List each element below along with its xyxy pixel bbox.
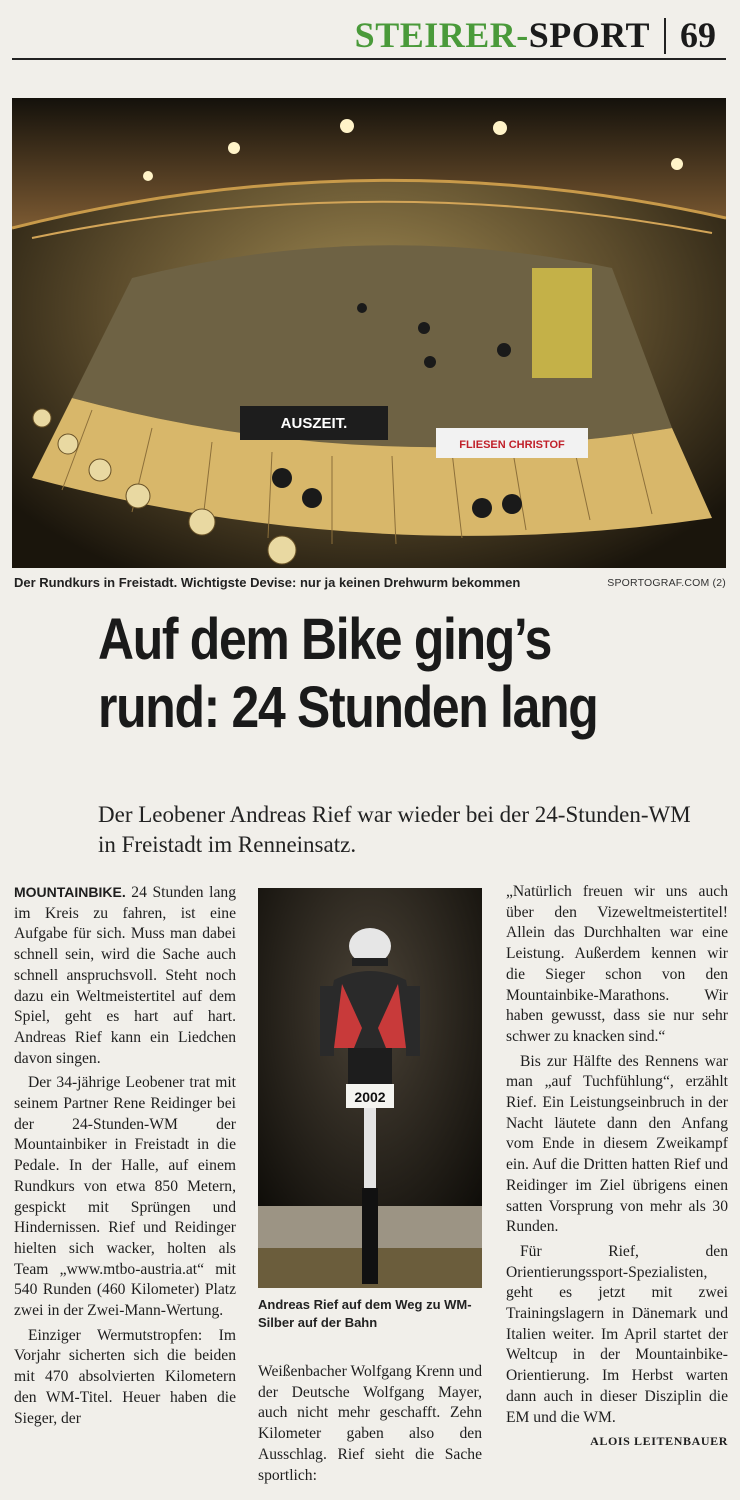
start-number: 2002 [354,1089,386,1105]
banner-fliesen: FLIESEN CHRISTOF [459,439,565,451]
headline [98,606,614,742]
page-header [0,0,740,62]
section-title-green: STEIRER- [354,15,529,55]
column3-paragraph-3-text: Für Rief, den Orientierungssport-Spezialisten, geht es jetzt mit zwei Trainingslagern in Dänemark und Italien weiter. Im April startet der Weltcup in der Mountainbike-Orientierung. Im Herbst warten dann auch in dieser Disziplin die EM und die WM. [506,1242,728,1426]
article-column-1 [14,882,236,1433]
column1-paragraph-1-text: 24 Stunden lang im Kreis zu fahren, ist eine Aufgabe für sich. Muss man dabei schnell sein, wird die Sache auch schnell anspruchsvoll. Steht noch dazu ein Weltmeistertitel auf dem Spiel, geht es hart auf hart. Andreas Rief kann ein Liedchen davon singen. [14,884,236,1067]
rider-photo [258,888,482,1288]
velodrome-illustration [12,98,726,568]
column1-paragraph-1 [14,882,236,1069]
rider-illustration [258,888,482,1288]
page-number: 69 [680,15,716,55]
column1-paragraph-3: Einziger Wermutstropfen: Im Vorjahr sicherten sich die beiden mit 470 absolvierten Kilometern den WM-Titel. Heuer haben die Sieger, der [14,1326,236,1427]
headline-line-2: rund: 24 Stunden lang [98,675,598,740]
column3-paragraph-2: Bis zur Hälfte des Rennens war man „auf Tuchfühlung“, erzählt Rief. Ein Leistungseinbruch in der Nacht läutete dann den Anfang vom Ende in diesem Zweikampf ein. Auf die Dritten hatten Rief und Reidinger im Ziel übrigens einen satten Vorsprung von mehr als 30 Runden. [506,1052,728,1236]
subhead: Der Leobener Andreas Rief war wieder bei der 24-Stunden-WM in Freistadt im Renneinsatz. [98,802,691,857]
column1-paragraph-2: Der 34-jährige Leobener trat mit seinem Partner Rene Reidinger bei der 24-Stunden-WM der Mountainbiker in Freistadt in die Pedale. In der Halle, auf einem Rundkurs von etwa 850 Metern, gespickt mit Sprüngen und Hindernissen. Rief und Reidinger hielten sich wacker, holten als Team „www.mtbo-austria.at“ mit 540 Runden (460 Kilometer) Platz zwei in der Zwei-Mann-Wertung. [14,1074,236,1320]
rider-photo-caption: Andreas Rief auf dem Weg zu WM-Silber auf der Bahn [258,1297,472,1330]
author-byline: ALOIS LEITENBAUER [590,1434,728,1449]
column3-paragraph-1: „Natürlich freuen wir uns auch über den Vizeweltmeistertitel! Allein das Durchhalten war eine Leistung. Außerdem kennen wir die Sieger schon von den Mountainbike-Marathons. Wir haben gewusst, dass sie nur sehr schwer zu knacken sind.“ [506,883,728,1045]
main-photo-caption: Der Rundkurs in Freistadt. Wichtigste Devise: nur ja keinen Drehwurm bekommen [14,575,521,590]
section-title-black: SPORT [528,15,650,55]
photo-credit: SPORTOGRAF.COM (2) [607,577,726,589]
kicker: MOUNTAINBIKE. [14,884,126,900]
banner-auszeit: AUSZEIT. [280,415,348,432]
headline-line-1: Auf dem Bike ging’s [98,607,552,672]
main-photo [12,98,726,568]
column2-paragraph-1: Weißenbacher Wolfgang Krenn und der Deutsche Wolfgang Mayer, auch nicht mehr geschafft. Zehn Kilometer gaben also den Ausschlag. Rief sieht die Sache sportlich: [258,1363,482,1484]
article-column-3 [506,882,728,1452]
article-column-2 [258,1362,482,1490]
header-rule [12,58,726,60]
header-separator [664,18,666,54]
column3-paragraph-3 [506,1242,728,1449]
section-title [355,14,650,56]
